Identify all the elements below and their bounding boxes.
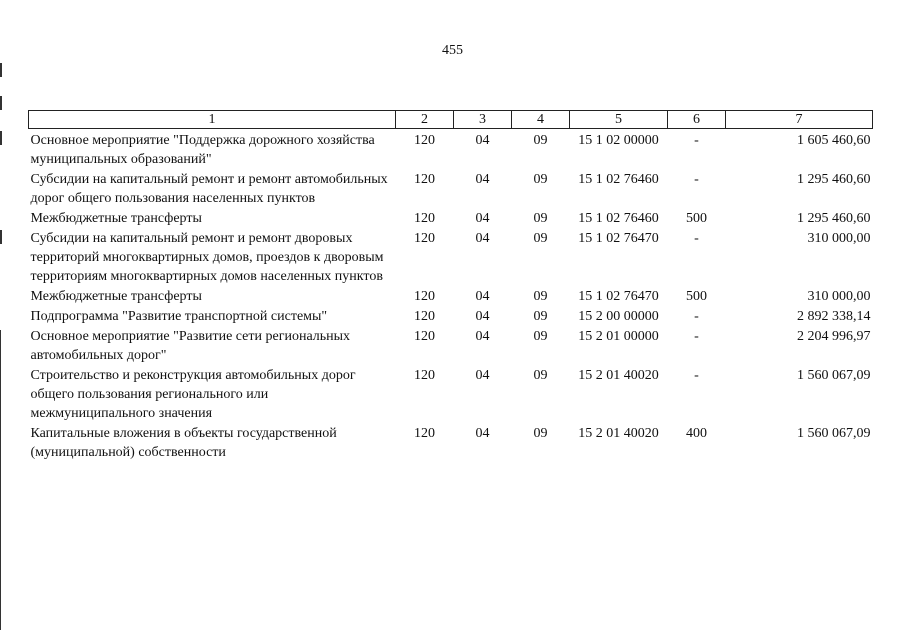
table-row [29,424,873,463]
section-cell: 04 [475,133,490,148]
subsection-cell: 09 [533,309,548,324]
code-cell: 120 [414,231,435,246]
subsection-cell: 09 [533,368,548,383]
subsection-cell: 09 [533,211,548,226]
item-name: Субсидии на капитальный ремонт и ремонт дворовых территорий многоквартирных домов, проездов к дворовым территориям многоквартирных домов населенных пунктов [30,231,384,284]
table-row [29,129,873,171]
section-cell: 04 [475,426,490,441]
target-article-cell: 15 1 02 76470 [578,289,659,304]
expense-type-cell: - [694,231,699,246]
section-cell: 04 [475,172,490,187]
table-header [29,111,873,129]
expense-type-cell: - [694,329,699,344]
amount-cell: 2 204 996,97 [797,329,871,344]
item-name: Межбюджетные трансферты [30,211,202,226]
table-row [29,366,873,424]
target-article-cell: 15 2 01 40020 [578,368,659,383]
item-name: Подпрограмма "Развитие транспортной системы" [30,309,328,324]
section-cell: 04 [475,309,490,324]
amount-cell: 1 295 460,60 [797,172,871,187]
column-header: 3 [454,111,512,129]
target-article-cell: 15 1 02 76460 [578,211,659,226]
subsection-cell: 09 [533,231,548,246]
expense-type-cell: - [694,133,699,148]
code-cell: 120 [414,172,435,187]
section-cell: 04 [475,368,490,383]
table-row [29,209,873,229]
code-cell: 120 [414,426,435,441]
code-cell: 120 [414,309,435,324]
table-row [29,229,873,287]
section-cell: 04 [475,329,490,344]
code-cell: 120 [414,211,435,226]
item-name: Основное мероприятие "Развитие сети региональных автомобильных дорог" [30,329,351,363]
expense-type-cell: 400 [686,426,707,441]
subsection-cell: 09 [533,426,548,441]
subsection-cell: 09 [533,289,548,304]
code-cell: 120 [414,329,435,344]
column-header: 6 [668,111,726,129]
amount-cell: 1 560 067,09 [797,426,871,441]
column-header: 1 [29,111,396,129]
page-number: 455 [442,43,463,58]
margin-mark [0,330,1,630]
expense-type-cell: - [694,172,699,187]
subsection-cell: 09 [533,172,548,187]
target-article-cell: 15 2 01 40020 [578,426,659,441]
amount-cell: 1 605 460,60 [797,133,871,148]
margin-mark [0,230,2,244]
item-name: Основное мероприятие "Поддержка дорожного хозяйства муниципальных образований" [30,133,375,167]
item-name: Капитальные вложения в объекты государственной (муниципальной) собственности [30,426,337,460]
margin-mark [0,63,2,77]
margin-mark [0,96,2,110]
section-cell: 04 [475,231,490,246]
table-row [29,287,873,307]
expense-type-cell: - [694,309,699,324]
item-name: Субсидии на капитальный ремонт и ремонт автомобильных дорог общего пользования населенных пунктов [30,172,388,206]
table-row [29,327,873,366]
section-cell: 04 [475,211,490,226]
target-article-cell: 15 1 02 76460 [578,172,659,187]
item-name: Строительство и реконструкция автомобильных дорог общего пользования регионального или межмуниципального значения [30,368,356,421]
code-cell: 120 [414,133,435,148]
target-article-cell: 15 2 00 00000 [578,309,659,324]
column-header: 7 [726,111,873,129]
table-body [29,129,873,464]
subsection-cell: 09 [533,329,548,344]
code-cell: 120 [414,289,435,304]
header-row [29,111,873,129]
amount-cell: 310 000,00 [807,231,871,246]
subsection-cell: 09 [533,133,548,148]
column-header: 2 [396,111,454,129]
expense-type-cell: - [694,368,699,383]
table-row [29,170,873,209]
amount-cell: 1 295 460,60 [797,211,871,226]
expense-type-cell: 500 [686,211,707,226]
target-article-cell: 15 1 02 00000 [578,133,659,148]
table-row [29,307,873,327]
amount-cell: 310 000,00 [807,289,871,304]
amount-cell: 2 892 338,14 [797,309,871,324]
section-cell: 04 [475,289,490,304]
target-article-cell: 15 1 02 76470 [578,231,659,246]
target-article-cell: 15 2 01 00000 [578,329,659,344]
budget-table [28,110,873,463]
amount-cell: 1 560 067,09 [797,368,871,383]
column-header: 5 [570,111,668,129]
expense-type-cell: 500 [686,289,707,304]
item-name: Межбюджетные трансферты [30,289,202,304]
margin-mark [0,131,2,145]
code-cell: 120 [414,368,435,383]
column-header: 4 [512,111,570,129]
